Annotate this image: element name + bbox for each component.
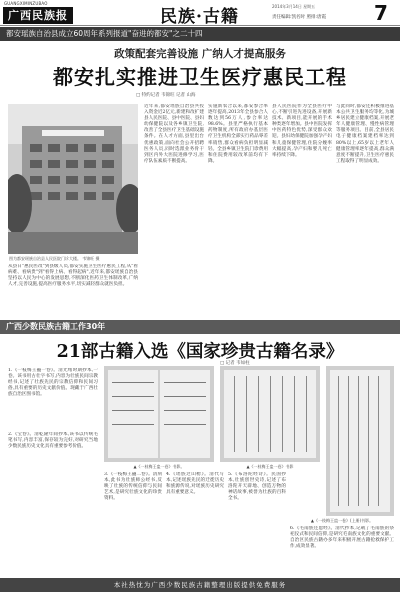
- section2-column-5: 5.《布洛陀经诗》。民国抄本,壮族创世史诗,记述了布洛陀开天辟地、创造万物的神话故事,被誉为壮族的百科全书。: [228, 472, 286, 502]
- manuscript-photo-1-caption: ▲《一枝梅王蛊一卷》书影。: [133, 464, 185, 469]
- hospital-photo-caption: 图为都安瑶族自治县人民医院门诊大楼。 韦锦旺 摄: [9, 256, 100, 261]
- editor-credit: 责任编辑:凯名时 照排:唐霞: [272, 15, 326, 20]
- hospital-photo: [8, 104, 138, 254]
- manuscript-photo-3: [326, 366, 394, 516]
- section2-column-6: 6.《毛南族还愿经》。清代抄本,记载了毛南族的祭祀仪式和民间信仰,是研究毛南族文化的重要文献。自治区民族古籍办多年来积极开展古籍抢救保护工作,成效显著。: [290, 526, 394, 550]
- series-banner: 都安瑶族自治县成立60周年系列报道"奋进的都安"之二十四: [0, 27, 400, 41]
- footer-banner: 本社热忱为广西少数民族古籍整理出版提供免费服务: [0, 578, 400, 592]
- article1-column-5: 与此同时,都安还积极推进基本公共卫生服务均等化,为城乡居民建立健康档案,开展老年人健康管理、慢性病管理等服务项目。目前,全县居民电子健康档案建档率达到80%以上,65岁以上老年人健康管理率逐年提高,群众满意度不断提升,卫生医疗惠民工程取得了明显成效。: [336, 104, 394, 164]
- manuscript-photo-2: [220, 366, 320, 462]
- section2-banner: 广西少数民族古籍工作30年: [0, 320, 400, 334]
- section2-headline: 21部古籍入选《国家珍贵古籍名录》: [56, 342, 344, 362]
- manuscript-photo-2-caption: ▲《一枝梅王蛊一卷》书影: [246, 464, 294, 469]
- section-title: 民族·古籍: [160, 7, 239, 27]
- page-number: 7: [374, 1, 388, 25]
- article1-column-3: 实施新农合以来,都安参合率逐年提高,2013年全县参合人数达到56万人,参合率达98.6%。县里严格执行基本药物制度,所有政府办基层医疗卫生机构全部实行药品零差率销售,群众看病负担明显减轻。全县乡镇卫生院门诊费用和住院费用较改革前均有下降。: [208, 104, 268, 164]
- article1-column-1: 从县日"惠民医改"到县级人员,都安实施卫生医疗惠民工程,从"看病难、看病贵"到"看得上病、看得起病",近年来,都安瑶族自治县坚持以人民为中心的发展思想,不断深化医药卫生体制改革,广纳人才,完善设施,提高医疗服务水平,切实减轻群众就医负担。: [8, 264, 138, 288]
- section2-column-3: 3.《一枝梅王蛊二卷》。清刻本,此书为壮族师公经书,反映了壮族的传统信仰与民间艺术,是研究壮族文化的珍贵资料。: [104, 472, 162, 502]
- article1-byline: □ 特约记者 韦锦旺 记者 山海: [136, 93, 196, 98]
- manuscript-photo-3-caption: ▲《一枝梅王蛊一卷》(上册)书影。: [310, 518, 374, 523]
- section2-column-2: 2.《宝卷》。清乾隆年间抄本,该书以传统毛笔书写,内容丰富,保存较为完好,对研究当地少数民族历史文化具有重要参考价值。: [8, 432, 98, 450]
- section2-column-1: 1.《一枝梅王蛊一卷》。清光绪时期抄本,一卷。该书用古壮字书写,内容为壮族民间宗教经书,记述了壮族先民的宗教信仰和民间习俗,具有重要的历史文献价值。现藏于广西壮族自治区图书馆。: [8, 368, 98, 398]
- newspaper-logo: 广西民族报: [3, 7, 73, 24]
- section2-byline: □ 记者 韦如柱: [220, 361, 250, 366]
- section2-column-4: 4.《瑶族过山榜》。清代写本,记述瑶族先民的迁徙历史和族源传说,对瑶族历史研究具有重要意义。: [166, 472, 224, 496]
- article1-headline: 都安扎实推进卫生医疗惠民工程: [53, 65, 347, 89]
- manuscript-photo-1: [104, 366, 214, 462]
- article1-subhead: 政策配套完善设施 广纳人才提高服务: [114, 48, 286, 60]
- issue-date: 2014年3月14日 星期五: [272, 4, 316, 9]
- article1-column-2: 近年来,都安瑶族自治县共投入资金近2亿元,新建和改扩建县人民医院、县中医院、县妇幼保健院以及各乡镇卫生院,改善了全县医疗卫生基础设施条件。在人才方面,县里出台优惠政策,面向社会公开招聘医务人员,同时选派业务骨干到区内外大医院进修学习,医疗队伍素质不断提高。: [144, 104, 204, 164]
- article1-column-4: 县人民医院作为全县医疗中心,不断引进先进设备,开展新技术、新项目,能开展的手术种类逐年增加。县中医院发挥中医药特色优势,深受群众欢迎。县妇幼保健院加强孕产妇和儿童保健管理,住院分娩率大幅提高,孕产妇和婴儿死亡率持续下降。: [272, 104, 332, 158]
- masthead: [0, 0, 400, 26]
- masthead-pinyin: GUANGXIMINZUBAO: [4, 1, 48, 6]
